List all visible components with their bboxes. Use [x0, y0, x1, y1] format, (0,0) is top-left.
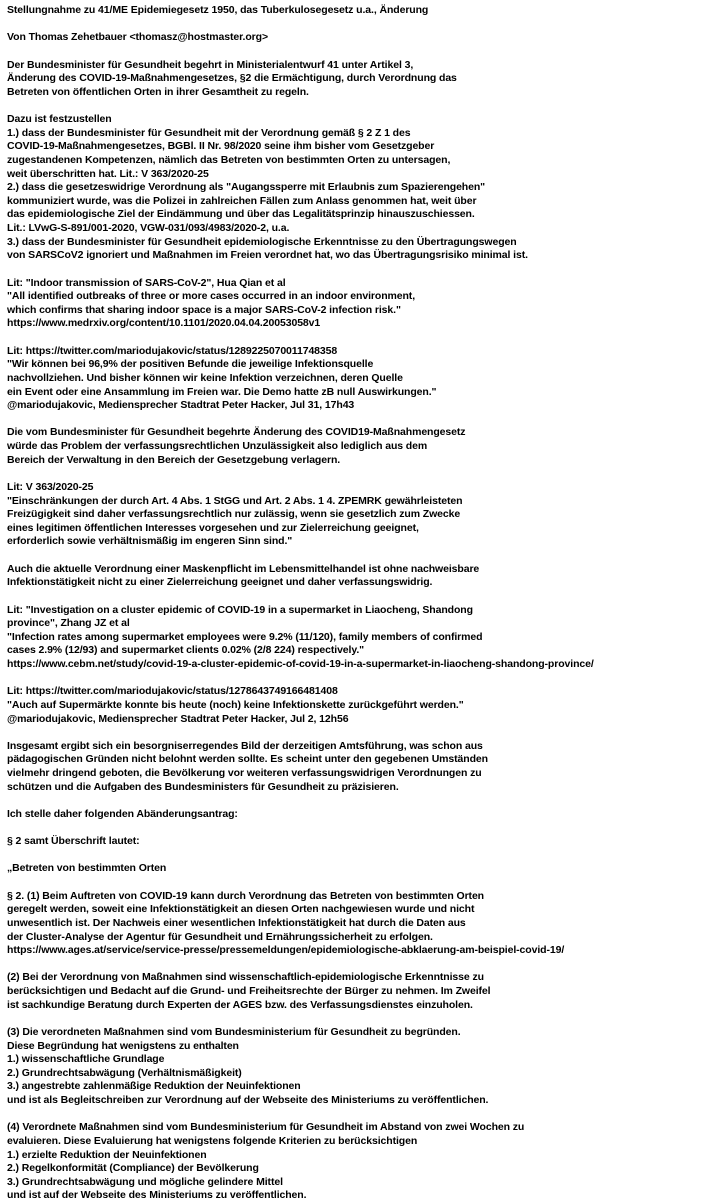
text-line: (4) Verordnete Maßnahmen sind vom Bundesministerium für Gesundheit im Abstand von zwei Wochen zu — [7, 1121, 525, 1134]
block-intro — [7, 59, 720, 100]
block-section-reference — [7, 835, 720, 849]
block-lit-indoor-transmission — [7, 277, 720, 332]
text-line: kommuniziert wurde, was die Polizei in zahlreichen Fällen zum Anlass genommen hat, weit über — [7, 194, 477, 207]
block-lit-supermarket-study — [7, 604, 720, 672]
block-findings — [7, 113, 720, 263]
block-lit-twitter-jul31 — [7, 345, 720, 413]
text-line: Änderung des COVID-19-Maßnahmengesetzes, §2 die Ermächtigung, durch Verordnung das — [7, 72, 457, 85]
text-line: 2.) Regelkonformität (Compliance) der Bevölkerung — [7, 1162, 259, 1175]
block-assessment — [7, 740, 720, 795]
text-line: Insgesamt ergibt sich ein besorgniserregendes Bild der derzeitigen Amtsführung, was schon aus — [7, 739, 483, 752]
blank-line — [7, 1108, 720, 1122]
text-line: § 2. (1) Beim Auftreten von COVID-19 kann durch Verordnung das Betreten von bestimmten Orten — [7, 889, 485, 902]
blank-line — [7, 263, 720, 277]
block-paragraph-2 — [7, 971, 720, 1012]
text-line: "Wir können bei 96,9% der positiven Befunde die jeweilige Infektionsquelle — [7, 358, 374, 371]
text-line: § 2 samt Überschrift lautet: — [7, 835, 140, 848]
text-line: "Infection rates among supermarket employees were 9.2% (11/120), family members of confirmed — [7, 630, 483, 643]
blank-line — [7, 958, 720, 972]
text-line: "All identified outbreaks of three or more cases occurred in an indoor environment, — [7, 290, 416, 303]
block-paragraph-1 — [7, 890, 720, 958]
text-line: 3.) dass der Bundesminister für Gesundheit epidemiologische Erkenntnisse zu den Übertragungswegen — [7, 235, 517, 248]
block-maskenpflicht — [7, 563, 720, 590]
text-line: COVID-19-Maßnahmengesetzes, BGBl. II Nr. 98/2020 seine ihm bisher vom Gesetzgeber — [7, 140, 435, 153]
text-line: vielmehr dringend geboten, die Bevölkerung vor weiteren verfassungswidrigen Verordnungen zu — [7, 767, 482, 779]
blank-line — [7, 331, 720, 345]
text-line: und ist als Begleitschreiben zur Verordnung auf der Webseite des Ministeriums zu veröffentlichen. — [7, 1094, 489, 1106]
blank-line — [7, 849, 720, 863]
text-line: "Einschränkungen der durch Art. 4 Abs. 1 StGG und Art. 2 Abs. 1 4. ZPEMRK gewährleisteten — [7, 494, 463, 507]
text-line: @mariodujakovic, Mediensprecher Stadtrat Peter Hacker, Jul 2, 12h56 — [7, 712, 349, 725]
blank-line — [7, 794, 720, 808]
block-paragraph-3 — [7, 1026, 720, 1108]
blank-line — [7, 45, 720, 59]
text-line: nachvollziehen. Und bisher können wir keine Infektion verzeichnen, deren Quelle — [7, 371, 403, 384]
text-line: unwesentlich ist. Der Nachweis einer wesentlichen Infektionstätigkeit hat durch die Daten aus — [7, 916, 466, 929]
text-line: ist sachkundige Beratung durch Experten der AGES bzw. des Verfassungsdienstes einzuholen. — [7, 998, 473, 1011]
text-line: berücksichtigen und Bedacht auf die Grund- und Freiheitsrechte der Bürger zu nehmen. Im Zweifel — [7, 985, 491, 997]
text-line: ein Event oder eine Ansammlung im Freien war. Die Demo hatte zB null Auswirkungen." — [7, 385, 437, 398]
text-line: 2.) Grundrechtsabwägung (Verhältnismäßigkeit) — [7, 1066, 242, 1079]
blank-line — [7, 1012, 720, 1026]
text-line: Die vom Bundesminister für Gesundheit begehrte Änderung des COVID19-Maßnahmengesetz — [7, 426, 466, 439]
text-line: geregelt werden, soweit eine Infektionstätigkeit an diesen Orten nachgewiesen wurde und nicht — [7, 903, 475, 916]
text-line: eines legitimen öffentlichen Interesses vorgesehen und zur Zielerreichung geeignet, — [7, 521, 419, 534]
text-line: würde das Problem der verfassungsrechtlichen Unzulässigkeit also lediglich aus dem — [7, 440, 428, 452]
text-line: Lit: V 363/2020-25 — [7, 480, 94, 493]
text-line: Stellungnahme zu 41/ME Epidemiegesetz 1950, das Tuberkulosegesetz u.a., Änderung — [7, 4, 429, 16]
text-line: weit überschritten hat. Lit.: V 363/2020-25 — [7, 167, 209, 180]
text-line: province", Zhang JZ et al — [7, 617, 130, 630]
blank-line — [7, 876, 720, 890]
block-section-heading — [7, 862, 720, 876]
text-line: 3.) Grundrechtsabwägung und mögliche gelindere Mittel — [7, 1175, 283, 1188]
blank-line — [7, 726, 720, 740]
text-line: Lit: https://twitter.com/mariodujakovic/status/1278643749166481408 — [7, 685, 338, 698]
text-line: pädagogischen Gründen nicht belohnt werden sollte. Es scheint unter den gegebenen Umständen — [7, 753, 488, 766]
block-paragraph-4 — [7, 1121, 720, 1203]
text-line: Betreten von öffentlichen Orten in ihrer Gesamtheit zu regeln. — [7, 85, 309, 98]
text-line: Infektionstätigkeit nicht zu einer Zielerreichung geeignet und daher verfassungswidrig. — [7, 576, 433, 589]
block-conclusion-shift — [7, 426, 720, 467]
text-line: Lit.: LVwG-S-891/001-2020, VGW-031/093/4983/2020-2, u.a. — [7, 222, 290, 234]
blank-line — [7, 413, 720, 427]
text-line: Bereich der Verwaltung in den Bereich der Gesetzgebung verlagern. — [7, 453, 341, 466]
block-author — [7, 31, 720, 45]
text-line: schützen und die Aufgaben des Bundesministers für Gesundheit zu präzisieren. — [7, 780, 399, 793]
text-line: Freizügigkeit sind daher verfassungsrechtlich nur zulässig, wenn sie gesetzlich zum Zwecke — [7, 508, 461, 521]
text-line: (2) Bei der Verordnung von Maßnahmen sind wissenschaftlich-epidemiologische Erkenntnisse zu — [7, 971, 484, 984]
text-line: Auch die aktuelle Verordnung einer Maskenpflicht im Lebensmittelhandel ist ohne nachweisbare — [7, 562, 480, 575]
text-line: which confirms that sharing indoor space is a major SARS-CoV-2 infection risk." — [7, 303, 401, 316]
blank-line — [7, 549, 720, 563]
blank-line — [7, 18, 720, 32]
text-line: und ist auf der Webseite des Ministeriums zu veröffentlichen. — [7, 1189, 307, 1202]
text-line: 1.) wissenschaftliche Grundlage — [7, 1053, 165, 1066]
text-line: Von Thomas Zehetbauer <thomasz@hostmaster.org> — [7, 31, 269, 44]
text-line: https://www.medrxiv.org/content/10.1101/2020.04.04.20053058v1 — [7, 317, 321, 330]
block-lit-v363 — [7, 481, 720, 549]
blank-line — [7, 467, 720, 481]
text-line: erforderlich sowie verhältnismäßig im engeren Sinn sind." — [7, 535, 293, 548]
blank-line — [7, 99, 720, 113]
block-amendment-intro — [7, 808, 720, 822]
blank-line — [7, 590, 720, 604]
text-line: der Cluster-Analyse der Agentur für Gesundheit und Ernährungssicherheit zu erfolgen. — [7, 930, 433, 943]
text-line: https://www.ages.at/service/service-presse/pressemeldungen/epidemiologische-abklaerung-am-beispiel-covid-19/ — [7, 944, 565, 957]
text-line: „Betreten von bestimmten Orten — [7, 862, 167, 875]
text-line: Lit: https://twitter.com/mariodujakovic/status/1289225070011748358 — [7, 344, 338, 357]
text-line: "Auch auf Supermärkte konnte bis heute (noch) keine Infektionskette zurückgeführt werden." — [7, 698, 464, 711]
blank-line — [7, 822, 720, 836]
text-line: Ich stelle daher folgenden Abänderungsantrag: — [7, 807, 238, 820]
text-line: von SARSCoV2 ignoriert und Maßnahmen im Freien verordnet hat, wo das Übertragungsrisiko minimal ist. — [7, 249, 528, 262]
blank-line — [7, 672, 720, 686]
text-line: das epidemiologische Ziel der Eindämmung und über das Legalitätsprinzip hinauszuschiessen. — [7, 208, 475, 221]
text-line: Lit: "Indoor transmission of SARS-CoV-2", Hua Qian et al — [7, 276, 286, 289]
block-title — [7, 4, 720, 18]
text-line: (3) Die verordneten Maßnahmen sind vom Bundesministerium für Gesundheit zu begründen. — [7, 1025, 461, 1038]
text-line: 1.) dass der Bundesminister für Gesundheit mit der Verordnung gemäß § 2 Z 1 des — [7, 126, 411, 139]
text-line: cases 2.9% (12/93) and supermarket clients 0.02% (2/8 224) respectively." — [7, 644, 365, 657]
text-line: Diese Begründung hat wenigstens zu enthalten — [7, 1039, 239, 1052]
text-line: evaluieren. Diese Evaluierung hat wenigstens folgende Kriterien zu berücksichtigen — [7, 1134, 418, 1147]
text-line: @mariodujakovic, Mediensprecher Stadtrat Peter Hacker, Jul 31, 17h43 — [7, 399, 355, 412]
text-line: 3.) angestrebte zahlenmäßige Reduktion der Neuinfektionen — [7, 1080, 301, 1093]
block-lit-twitter-jul2 — [7, 685, 720, 726]
text-line: Lit: "Investigation on a cluster epidemic of COVID-19 in a supermarket in Liaocheng, Shandong — [7, 603, 473, 616]
text-line: Der Bundesminister für Gesundheit begehrt in Ministerialentwurf 41 unter Artikel 3, — [7, 58, 414, 71]
text-line: Dazu ist festzustellen — [7, 113, 112, 125]
text-line: 2.) dass die gesetzeswidrige Verordnung als "Augangssperre mit Erlaubnis zum Spazierengehen" — [7, 181, 486, 194]
text-line: zugestandenen Kompetenzen, nämlich das Betreten von bestimmten Orten zu untersagen, — [7, 153, 451, 166]
text-line: 1.) erzielte Reduktion der Neuinfektionen — [7, 1148, 207, 1161]
text-line: https://www.cebm.net/study/covid-19-a-cluster-epidemic-of-covid-19-in-a-supermarket-in-liaocheng-shandong-province/ — [7, 658, 594, 670]
